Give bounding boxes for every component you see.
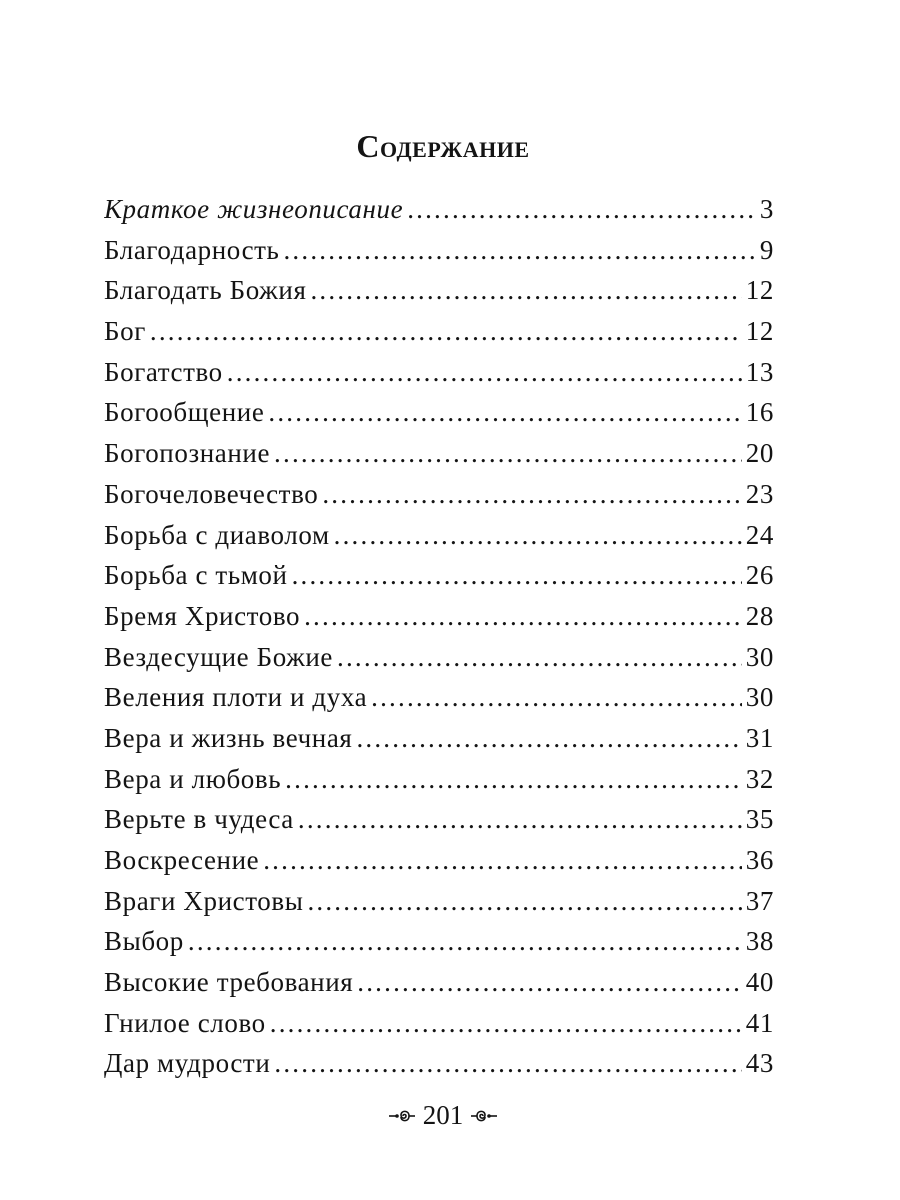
dot-leader [307, 881, 741, 922]
toc-entry[interactable] [104, 962, 774, 1003]
toc-entry-page: 43 [745, 1048, 774, 1079]
dot-leader [274, 1043, 741, 1084]
dot-leader [188, 921, 742, 962]
toc-entry-title: Выбор [104, 926, 184, 957]
toc-entry-page: 13 [745, 356, 774, 387]
toc-entry-page: 12 [745, 316, 774, 347]
toc-entry-title: Вера и любовь [104, 763, 282, 794]
toc-entry-title: Благодать Божия [104, 275, 307, 306]
toc-entry-page: 40 [745, 967, 774, 998]
toc-entry-title: Бог [104, 316, 146, 347]
toc-entry-title: Борьба с диаволом [104, 519, 330, 550]
dot-leader [227, 352, 742, 393]
toc-entry-page: 3 [759, 194, 774, 224]
toc-entry[interactable] [104, 921, 774, 962]
toc-entry[interactable] [104, 474, 774, 515]
toc-entry[interactable] [104, 311, 774, 352]
toc-entry-page: 36 [745, 845, 774, 875]
dot-leader [270, 1003, 742, 1044]
toc-entry[interactable] [104, 270, 774, 311]
dot-leader [337, 637, 742, 678]
dot-leader [283, 230, 755, 271]
dot-leader [371, 677, 742, 718]
page-title: Содержание [356, 128, 530, 164]
toc-entry-title: Дар мудрости [104, 1048, 271, 1079]
toc-entry-page: 41 [745, 1007, 774, 1038]
toc-entry[interactable] [104, 799, 774, 840]
toc-entry-page: 24 [745, 519, 774, 550]
toc-entry-title: Богообщение [104, 397, 265, 428]
dot-leader [268, 392, 741, 433]
dot-leader [322, 474, 741, 515]
toc-entry-page: 35 [745, 804, 774, 835]
toc-entry-page: 38 [745, 926, 774, 957]
toc-entry[interactable] [104, 840, 774, 881]
toc-entry-title: Краткое жизнеописание [104, 194, 404, 224]
toc-entry-title: Высокие требования [104, 967, 354, 998]
toc-entry[interactable] [104, 677, 774, 718]
toc-entry[interactable] [104, 881, 774, 922]
toc-entry-title: Богатство [104, 356, 223, 387]
dot-leader [357, 962, 742, 1003]
toc-entry-title: Богочеловечество [104, 478, 319, 509]
toc-entry-page: 28 [745, 600, 774, 631]
page-number: 201 [422, 1100, 464, 1130]
table-of-contents [104, 189, 774, 1084]
toc-entry-title: Вера и жизнь вечная [104, 722, 353, 753]
toc-entry-page: 30 [745, 641, 774, 672]
toc-entry-page: 16 [745, 397, 774, 428]
toc-entry-page: 30 [745, 682, 774, 713]
dot-leader [150, 311, 742, 352]
toc-entry[interactable] [104, 759, 774, 800]
dot-leader [292, 555, 742, 596]
toc-entry-title: Борьба с тьмой [104, 560, 288, 591]
toc-entry[interactable] [104, 230, 774, 271]
dot-leader [285, 759, 742, 800]
toc-entry-title: Верьте в чудеса [104, 804, 294, 835]
toc-entry-title: Богопознание [104, 438, 271, 469]
toc-entry[interactable] [104, 392, 774, 433]
toc-entry[interactable] [104, 352, 774, 393]
toc-entry[interactable] [104, 718, 774, 759]
toc-entry[interactable] [104, 1043, 774, 1084]
toc-entry[interactable] [104, 189, 774, 230]
scroll-ornament-right-icon [469, 1105, 499, 1127]
toc-entry-page: 37 [745, 885, 774, 916]
toc-entry-title: Благодарность [104, 234, 280, 265]
toc-entry-title: Бремя Христово [104, 600, 301, 631]
toc-entry-page: 20 [745, 438, 774, 469]
toc-entry[interactable] [104, 515, 774, 556]
toc-entry-page: 23 [745, 478, 774, 509]
toc-entry[interactable] [104, 555, 774, 596]
toc-entry[interactable] [104, 1003, 774, 1044]
page-number-footer [0, 1100, 886, 1131]
toc-entry-title: Воскресение [104, 845, 260, 875]
dot-leader [356, 718, 741, 759]
toc-entry-page: 32 [745, 763, 774, 794]
toc-entry-title: Враги Христовы [104, 885, 304, 916]
dot-leader [298, 799, 742, 840]
toc-entry-page: 9 [759, 234, 774, 265]
toc-entry[interactable] [104, 433, 774, 474]
dot-leader [263, 840, 742, 881]
dot-leader [274, 433, 742, 474]
toc-entry-page: 12 [745, 275, 774, 306]
dot-leader [334, 515, 742, 556]
toc-entry-page: 31 [745, 722, 774, 753]
toc-entry[interactable] [104, 596, 774, 637]
dot-leader [310, 270, 741, 311]
toc-entry-page: 26 [745, 560, 774, 591]
dot-leader [407, 189, 756, 230]
toc-entry[interactable] [104, 637, 774, 678]
toc-entry-title: Вездесущие Божие [104, 641, 334, 672]
toc-entry-title: Веления плоти и духа [104, 682, 368, 713]
dot-leader [304, 596, 742, 637]
scroll-ornament-left-icon [387, 1105, 417, 1127]
toc-entry-title: Гнилое слово [104, 1007, 266, 1038]
